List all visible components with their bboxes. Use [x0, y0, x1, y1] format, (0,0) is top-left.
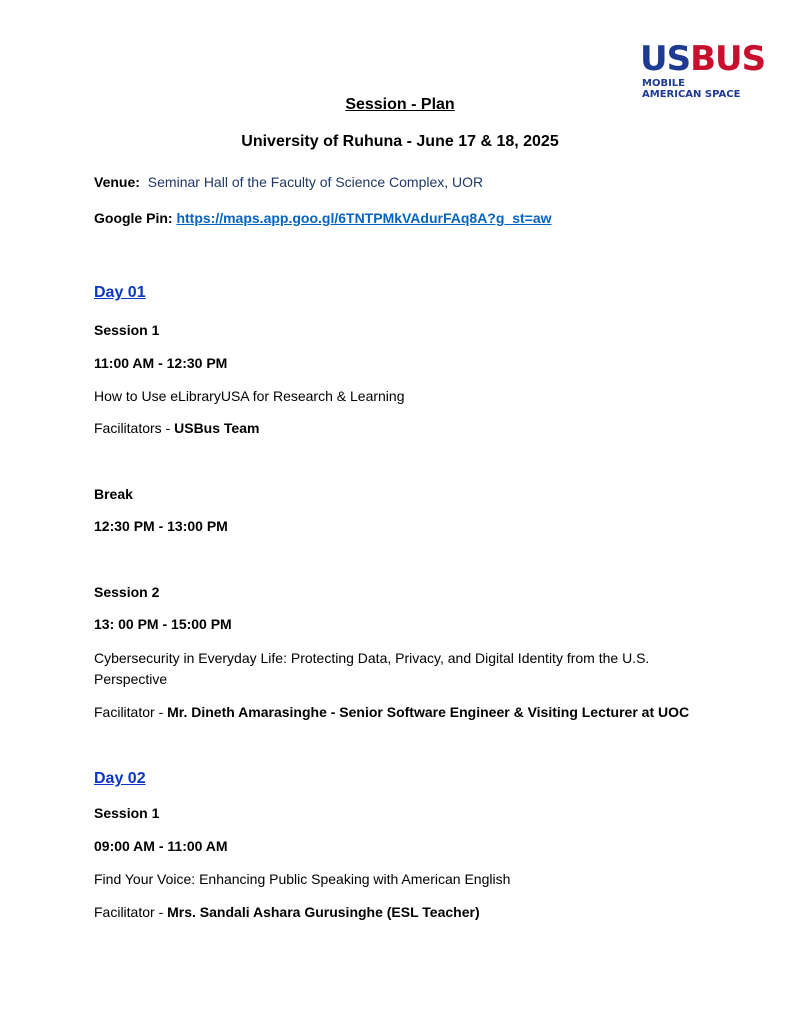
- venue-value: Seminar Hall of the Faculty of Science Complex, UOR: [147, 174, 484, 190]
- day2-session1-facilitator-row: [94, 904, 480, 920]
- day1-session1-topic: How to Use eLibraryUSA for Research & Learning: [94, 388, 405, 404]
- day2-session1-topic: Find Your Voice: Enhancing Public Speaking with American English: [94, 871, 511, 887]
- page-title: Session - Plan: [345, 96, 455, 113]
- google-pin-link[interactable]: https://maps.app.goo.gl/6TNTPMkVAdurFAq8A?g_st=aw: [176, 210, 552, 226]
- usbus-logo: [640, 39, 766, 102]
- logo-line-american-space: AMERICAN SPACE: [642, 89, 741, 100]
- day1-session2-facilitator-row: [94, 704, 689, 720]
- logo-word-us: US: [640, 39, 691, 79]
- day1-session1-time: 11:00 AM - 12:30 PM: [94, 355, 228, 371]
- facilitator-prefix: Facilitator -: [94, 904, 168, 920]
- day-01-heading[interactable]: Day 01: [94, 284, 146, 301]
- facilitator-prefix: Facilitators -: [94, 420, 175, 436]
- day1-session2-label: Session 2: [94, 584, 160, 600]
- day1-session2-time: 13: 00 PM - 15:00 PM: [94, 616, 232, 632]
- day2-session1-label: Session 1: [94, 805, 160, 821]
- day1-session1-label: Session 1: [94, 322, 160, 338]
- google-pin-row: [94, 210, 552, 226]
- break-time: 12:30 PM - 13:00 PM: [94, 518, 228, 534]
- day1-session2-topic-line1: Cybersecurity in Everyday Life: Protecting Data, Privacy, and Digital Identity from the U.S.: [94, 650, 650, 666]
- page-subtitle: University of Ruhuna - June 17 & 18, 2025: [241, 133, 559, 150]
- day1-session2-topic-line2: Perspective: [94, 671, 168, 687]
- venue-row: [94, 174, 483, 190]
- facilitator-name: Mr. Dineth Amarasinghe - Senior Software Engineer & Visiting Lecturer at UOC: [167, 704, 690, 720]
- logo-wordmark: [640, 39, 766, 79]
- facilitator-prefix: Facilitator -: [94, 704, 168, 720]
- logo-word-bus: BUS: [690, 39, 766, 79]
- break-label: Break: [94, 486, 133, 502]
- venue-label: Venue:: [94, 174, 140, 190]
- google-pin-label: Google Pin:: [94, 210, 173, 226]
- logo-line-mobile: MOBILE: [642, 78, 685, 89]
- day2-session1-time: 09:00 AM - 11:00 AM: [94, 838, 228, 854]
- facilitator-name: USBus Team: [174, 420, 260, 436]
- facilitator-name: Mrs. Sandali Ashara Gurusinghe (ESL Teacher): [167, 904, 480, 920]
- day1-session1-facilitator-row: [94, 420, 259, 436]
- day-02-heading[interactable]: Day 02: [94, 770, 146, 787]
